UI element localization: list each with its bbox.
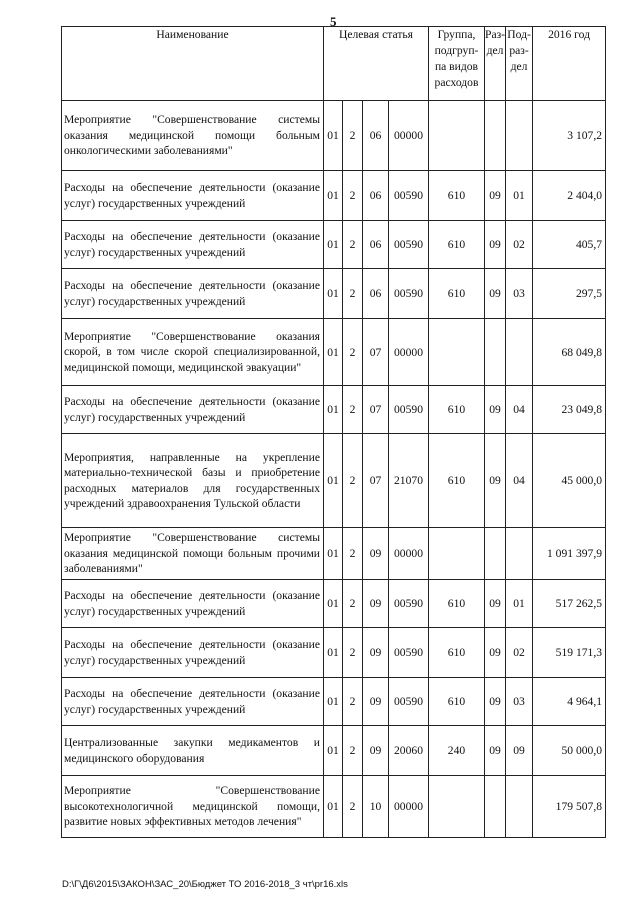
table-row xyxy=(62,726,606,776)
header-year: 2016 год xyxy=(533,27,606,101)
amount-2016: 23 049,8 xyxy=(533,386,606,434)
amount-2016: 4 964,1 xyxy=(533,678,606,726)
code-direction: 00000 xyxy=(389,319,429,386)
table-row xyxy=(62,434,606,528)
amount-2016: 517 262,5 xyxy=(533,580,606,628)
code-subprogram: 2 xyxy=(343,221,363,269)
code-program: 01 xyxy=(324,221,343,269)
subsection-code: 03 xyxy=(506,678,533,726)
code-subprogram: 2 xyxy=(343,628,363,678)
header-subsection: Под-раз-дел xyxy=(506,27,533,101)
section-code: 09 xyxy=(485,678,506,726)
subsection-code xyxy=(506,528,533,580)
code-measure: 06 xyxy=(363,221,389,269)
expense-group: 610 xyxy=(429,678,485,726)
code-measure: 06 xyxy=(363,269,389,319)
amount-2016: 179 507,8 xyxy=(533,776,606,838)
section-code xyxy=(485,528,506,580)
expense-group: 610 xyxy=(429,580,485,628)
code-measure: 09 xyxy=(363,580,389,628)
expense-group xyxy=(429,319,485,386)
subsection-code xyxy=(506,319,533,386)
row-name: Мероприятие "Совершенствование оказания скорой, в том числе скорой специализированной, медицинской помощи, медицинской эвакуации" xyxy=(62,319,324,386)
row-name: Расходы на обеспечение деятельности (оказание услуг) государственных учреждений xyxy=(62,628,324,678)
code-program: 01 xyxy=(324,528,343,580)
table-row xyxy=(62,628,606,678)
code-program: 01 xyxy=(324,386,343,434)
code-subprogram: 2 xyxy=(343,434,363,528)
code-program: 01 xyxy=(324,628,343,678)
code-subprogram: 2 xyxy=(343,319,363,386)
row-name: Мероприятия, направленные на укрепление материально-технической базы и приобретение расходных материалов для государственных учреждений здравоохранения Тульской области xyxy=(62,434,324,528)
subsection-code: 04 xyxy=(506,386,533,434)
section-code xyxy=(485,776,506,838)
subsection-code: 04 xyxy=(506,434,533,528)
table-row xyxy=(62,580,606,628)
row-name: Мероприятие "Совершенствование системы оказания медицинской помощи больным прочими заболеваниями" xyxy=(62,528,324,580)
code-program: 01 xyxy=(324,269,343,319)
code-direction: 00000 xyxy=(389,776,429,838)
code-program: 01 xyxy=(324,580,343,628)
amount-2016: 1 091 397,9 xyxy=(533,528,606,580)
code-subprogram: 2 xyxy=(343,386,363,434)
section-code xyxy=(485,101,506,171)
code-direction: 00000 xyxy=(389,101,429,171)
row-name: Централизованные закупки медикаментов и медицинского оборудования xyxy=(62,726,324,776)
amount-2016: 50 000,0 xyxy=(533,726,606,776)
expense-group: 610 xyxy=(429,171,485,221)
code-measure: 09 xyxy=(363,726,389,776)
code-direction: 00590 xyxy=(389,386,429,434)
amount-2016: 2 404,0 xyxy=(533,171,606,221)
code-subprogram: 2 xyxy=(343,776,363,838)
header-target-article: Целевая статья xyxy=(324,27,429,101)
table-row xyxy=(62,221,606,269)
expense-group xyxy=(429,776,485,838)
expense-group: 610 xyxy=(429,269,485,319)
code-measure: 07 xyxy=(363,434,389,528)
section-code xyxy=(485,319,506,386)
section-code: 09 xyxy=(485,269,506,319)
section-code: 09 xyxy=(485,628,506,678)
section-code: 09 xyxy=(485,726,506,776)
code-measure: 09 xyxy=(363,528,389,580)
subsection-code: 02 xyxy=(506,628,533,678)
header-name: Наименование xyxy=(62,27,324,101)
table-row xyxy=(62,386,606,434)
code-program: 01 xyxy=(324,726,343,776)
row-name: Расходы на обеспечение деятельности (оказание услуг) государственных учреждений xyxy=(62,171,324,221)
expense-group: 610 xyxy=(429,434,485,528)
code-direction: 20060 xyxy=(389,726,429,776)
code-direction: 00590 xyxy=(389,221,429,269)
code-direction: 00590 xyxy=(389,628,429,678)
expense-group: 610 xyxy=(429,221,485,269)
row-name: Расходы на обеспечение деятельности (оказание услуг) государственных учреждений xyxy=(62,580,324,628)
amount-2016: 68 049,8 xyxy=(533,319,606,386)
code-program: 01 xyxy=(324,171,343,221)
subsection-code: 02 xyxy=(506,221,533,269)
section-code: 09 xyxy=(485,386,506,434)
code-measure: 06 xyxy=(363,171,389,221)
table-row xyxy=(62,101,606,171)
subsection-code: 01 xyxy=(506,580,533,628)
row-name: Расходы на обеспечение деятельности (оказание услуг) государственных учреждений xyxy=(62,221,324,269)
table-row xyxy=(62,269,606,319)
code-program: 01 xyxy=(324,434,343,528)
expense-group: 610 xyxy=(429,386,485,434)
subsection-code: 03 xyxy=(506,269,533,319)
budget-table xyxy=(61,26,606,838)
code-subprogram: 2 xyxy=(343,101,363,171)
code-subprogram: 2 xyxy=(343,171,363,221)
amount-2016: 519 171,3 xyxy=(533,628,606,678)
code-program: 01 xyxy=(324,101,343,171)
code-direction: 00590 xyxy=(389,269,429,319)
table-row xyxy=(62,319,606,386)
row-name: Расходы на обеспечение деятельности (оказание услуг) государственных учреждений xyxy=(62,386,324,434)
header-section: Раз-дел xyxy=(485,27,506,101)
code-measure: 07 xyxy=(363,319,389,386)
header-group: Группа, подгруп-па видов расходов xyxy=(429,27,485,101)
code-subprogram: 2 xyxy=(343,580,363,628)
section-code: 09 xyxy=(485,171,506,221)
code-direction: 00590 xyxy=(389,171,429,221)
subsection-code: 01 xyxy=(506,171,533,221)
code-measure: 10 xyxy=(363,776,389,838)
code-direction: 00000 xyxy=(389,528,429,580)
code-program: 01 xyxy=(324,678,343,726)
code-measure: 09 xyxy=(363,678,389,726)
code-direction: 00590 xyxy=(389,678,429,726)
amount-2016: 297,5 xyxy=(533,269,606,319)
section-code: 09 xyxy=(485,221,506,269)
expense-group xyxy=(429,101,485,171)
amount-2016: 3 107,2 xyxy=(533,101,606,171)
amount-2016: 45 000,0 xyxy=(533,434,606,528)
table-row xyxy=(62,776,606,838)
table-header-row xyxy=(62,27,606,101)
code-direction: 00590 xyxy=(389,580,429,628)
code-subprogram: 2 xyxy=(343,269,363,319)
code-subprogram: 2 xyxy=(343,528,363,580)
row-name: Мероприятие "Совершенствование высокотехнологичной медицинской помощи, развитие новых эффективных методов лечения" xyxy=(62,776,324,838)
row-name: Расходы на обеспечение деятельности (оказание услуг) государственных учреждений xyxy=(62,269,324,319)
code-measure: 07 xyxy=(363,386,389,434)
code-subprogram: 2 xyxy=(343,726,363,776)
code-measure: 09 xyxy=(363,628,389,678)
page-number: 5 xyxy=(330,14,337,29)
amount-2016: 405,7 xyxy=(533,221,606,269)
section-code: 09 xyxy=(485,434,506,528)
expense-group: 610 xyxy=(429,628,485,678)
code-subprogram: 2 xyxy=(343,678,363,726)
row-name: Мероприятие "Совершенствование системы оказания медицинской помощи больным онкологическими заболеваниями" xyxy=(62,101,324,171)
section-code: 09 xyxy=(485,580,506,628)
code-program: 01 xyxy=(324,776,343,838)
expense-group xyxy=(429,528,485,580)
expense-group: 240 xyxy=(429,726,485,776)
row-name: Расходы на обеспечение деятельности (оказание услуг) государственных учреждений xyxy=(62,678,324,726)
subsection-code xyxy=(506,101,533,171)
table-row xyxy=(62,528,606,580)
file-path-footer: D:\Г\Д6\2015\ЗАКОН\ЗАС_20\Бюджет ТО 2016-2018_3 чт\pr16.xls xyxy=(62,879,348,890)
subsection-code xyxy=(506,776,533,838)
table-row xyxy=(62,678,606,726)
subsection-code: 09 xyxy=(506,726,533,776)
code-measure: 06 xyxy=(363,101,389,171)
code-program: 01 xyxy=(324,319,343,386)
code-direction: 21070 xyxy=(389,434,429,528)
table-row xyxy=(62,171,606,221)
